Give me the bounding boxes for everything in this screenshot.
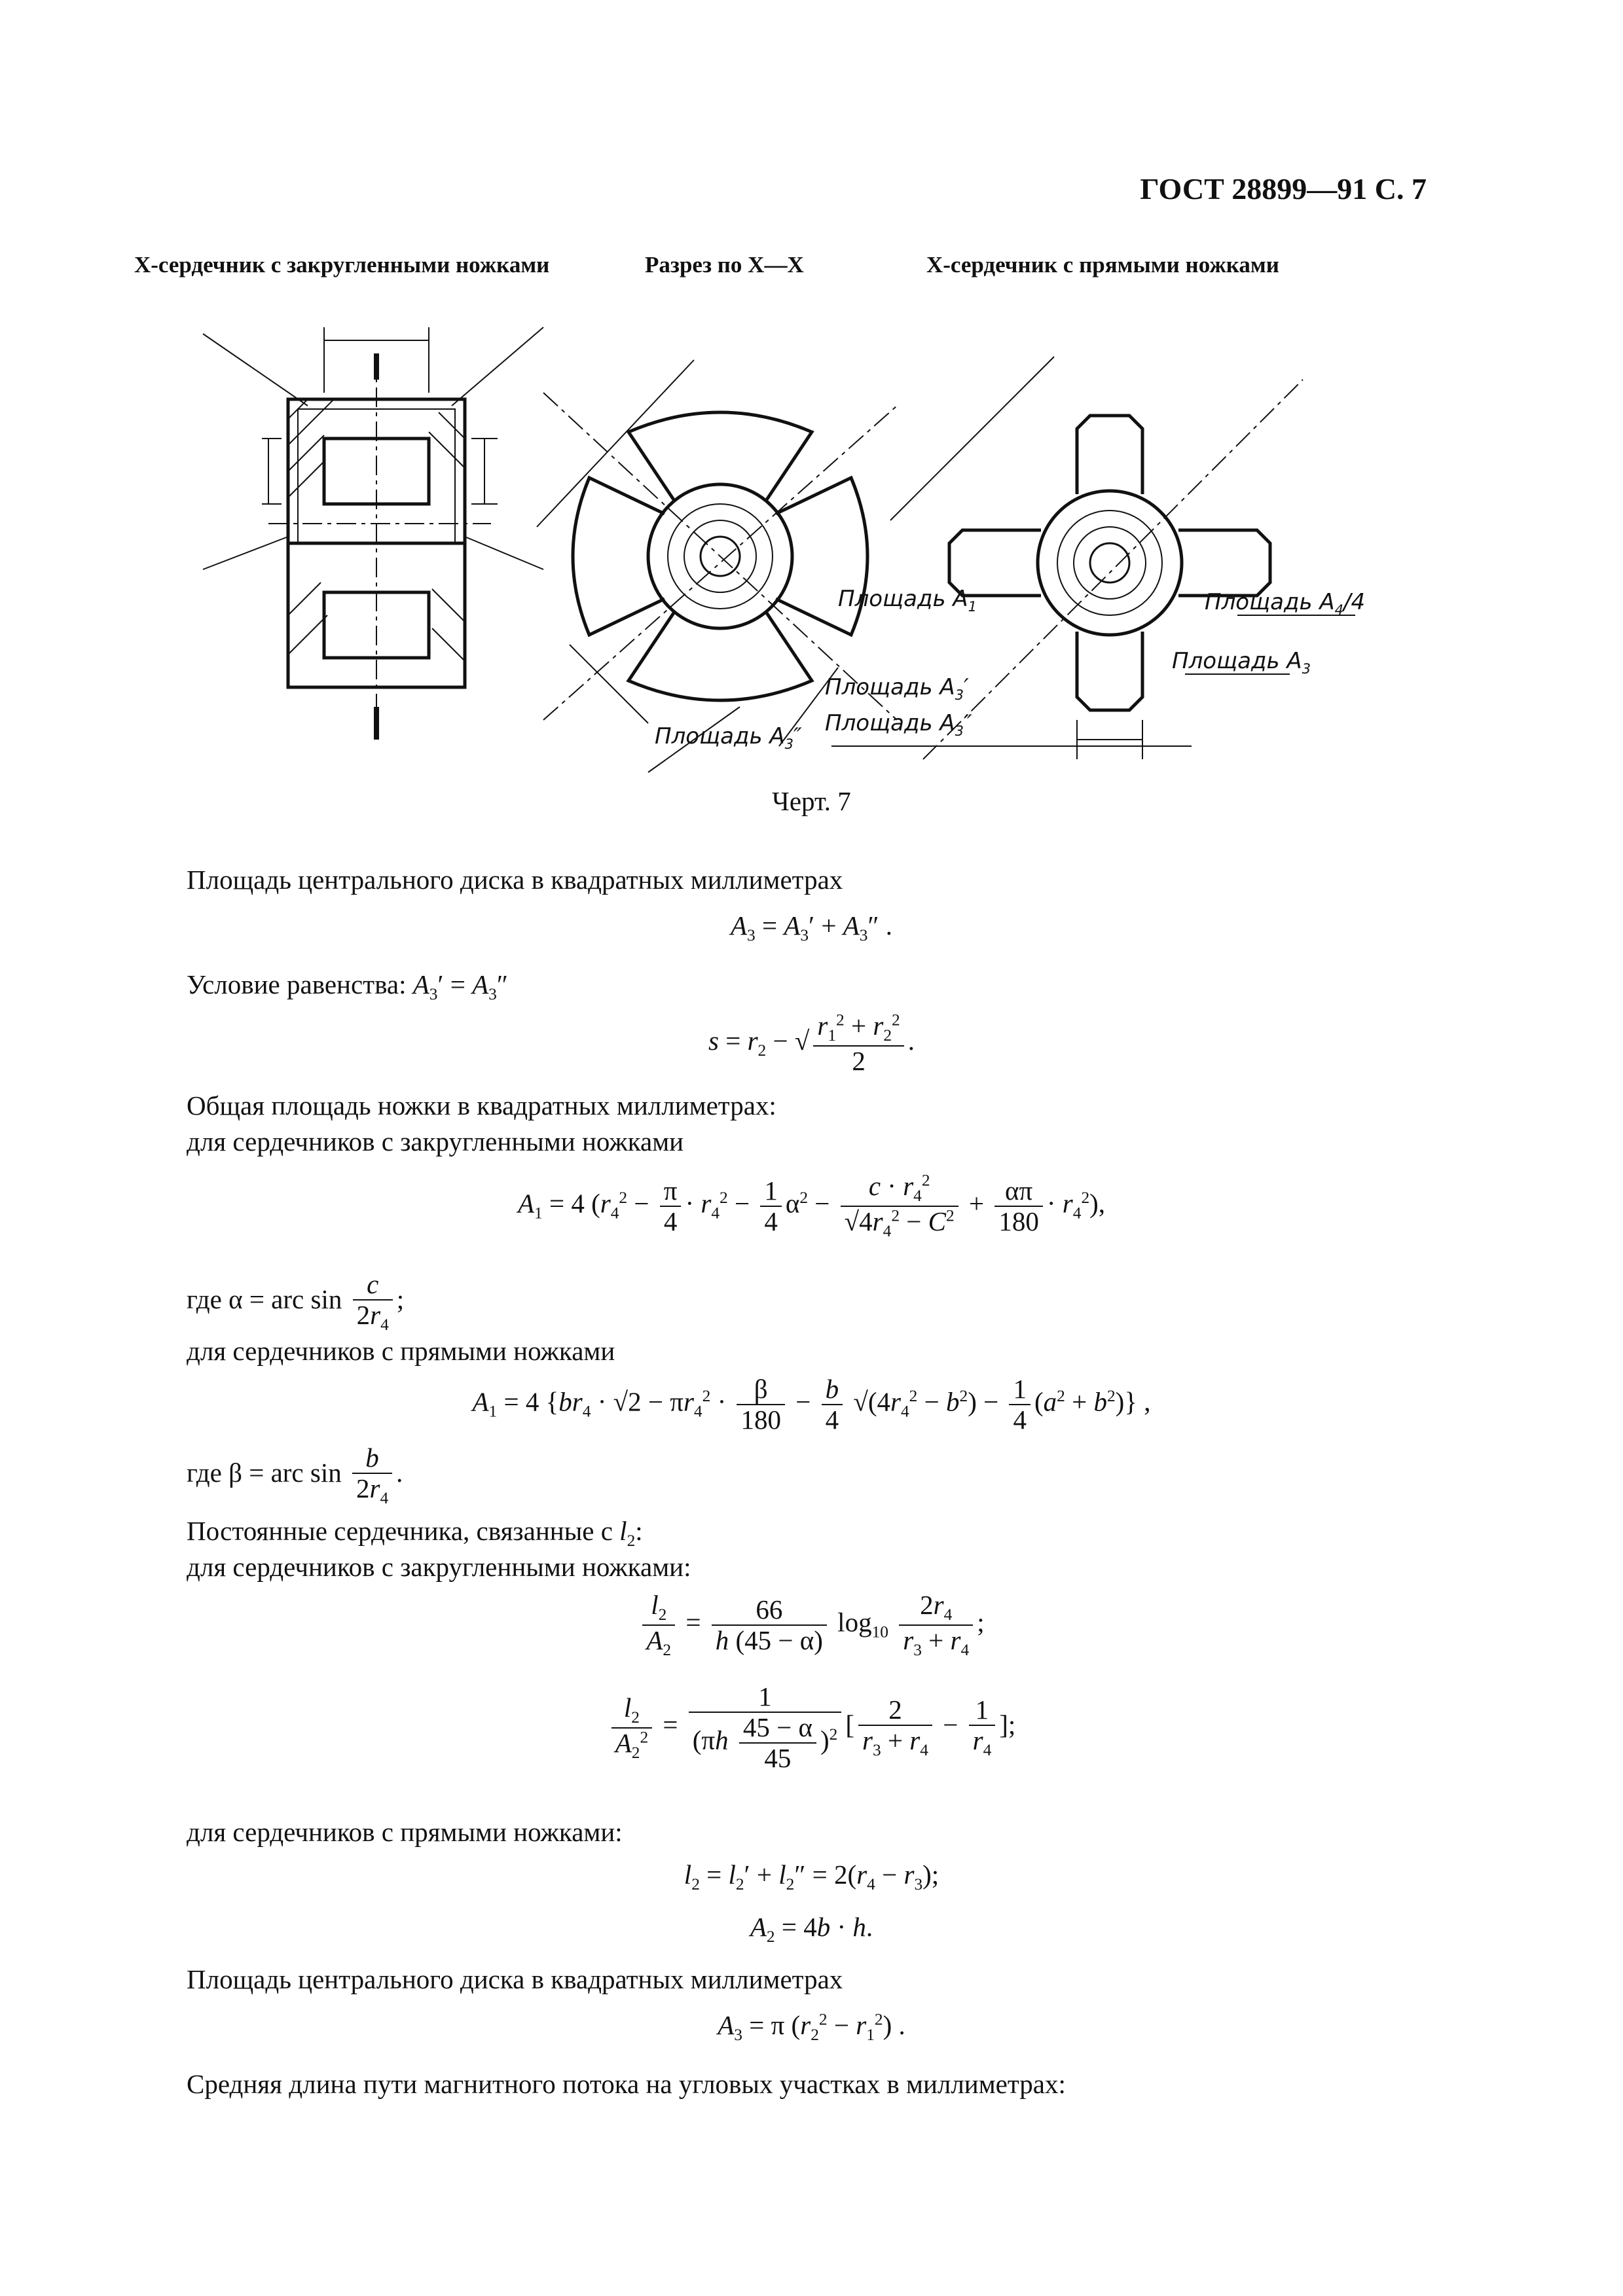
caption-rounded: X-сердечник с закругленными ножками	[134, 252, 550, 278]
formula-a3-sum: $A_3 = A_3' + A_3''$ .	[730, 910, 893, 945]
label-area-a3: Площадь $A_3$	[1172, 648, 1311, 677]
caption-straight: X-сердечник с прямыми ножками	[926, 252, 1279, 278]
para-alpha: где α = arc sin $\frac{c}{2r_4}$ ;	[187, 1269, 405, 1335]
figure-title: Черт. 7	[772, 786, 851, 816]
para-straight-legs: для сердечников с прямыми ножками	[187, 1336, 615, 1366]
formula-l2-straight: $l_2 = l_2' + l_2'' = 2(r_4 - r_3)$;	[684, 1859, 939, 1894]
core-side-view	[203, 327, 543, 740]
label-area-a1: Площадь $A_1$	[838, 586, 977, 615]
label-area-a3-dprime: Площадь $A_3''$	[825, 710, 972, 739]
label-area-a3-left: Площадь $A_3''$	[655, 723, 802, 752]
label-area-a4: Площадь $A_4/4$	[1205, 589, 1366, 618]
para-rounded-legs-2: для сердечников с закругленными ножками:	[187, 1552, 691, 1582]
para-rounded-legs: для сердечников с закругленными ножками	[187, 1126, 684, 1157]
para-straight-legs-2: для сердечников с прямыми ножками:	[187, 1817, 623, 1847]
para-beta: где β = arc sin $\frac{b}{2r_4}$ .	[187, 1443, 403, 1508]
label-area-a3-prime: Площадь $A_3'$	[825, 674, 969, 703]
formula-l2-a2: $\frac{l_2}{A_2}$ = $\frac{66}{h (45 - \alpha)}$ $\log_{10}$ $\frac{2r_4}{r_3 + r_4}$ ;	[0, 1590, 1623, 1660]
formula-a3-pi: $A_3 = \pi$ $(r_2^2 - r_1^2)$ .	[718, 2010, 905, 2045]
para-condition: Условие равенства: $A_3' = A_3''$	[187, 969, 508, 1004]
formula-a2: $A_2 = 4b \cdot h$.	[750, 1912, 873, 1946]
page-header: ГОСТ 28899—91 С. 7	[1140, 172, 1427, 206]
para-central-disk: Площадь центрального диска в квадратных миллиметрах	[187, 865, 843, 895]
caption-section: Разрез по X—X	[645, 252, 804, 278]
formula-a1-straight: $A_1 = 4$ {$br_4 \cdot √2 - \pi r_4^2$ · $\frac{\beta}{180}$ − $\frac{b}{4}$ $√(4r_4^2 - b^2)$ − $\frac{1}{4}$ $(a^2 + b^2)$} ,	[472, 1374, 1151, 1435]
technical-drawing	[177, 288, 1388, 785]
para-central-disk-2: Площадь центрального диска в квадратных миллиметрах	[187, 1964, 843, 1994]
formula-l2-a2sq: $\frac{l_2}{A_2^2}$ = 1 (πh $\frac{45 - \alpha}{45}$ )$^2$ [ $\frac{2}{r_3 + r_4}$ − $\frac{1}{r_4}$ ];	[0, 1682, 1623, 1773]
para-path-length: Средняя длина пути магнитного потока на угловых участках в миллиметрах:	[187, 2069, 1066, 2099]
para-leg-area: Общая площадь ножки в квадратных миллиметрах:	[187, 1090, 776, 1121]
formula-s: $s = r_2$ − √ $\frac{r_1^2 + r_2^2}{2}$ .	[708, 1011, 915, 1077]
para-constants: Постоянные сердечника, связанные с $l_2$:	[187, 1516, 643, 1551]
formula-a1-rounded: $A_1 = 4$ ($r_4^2$ − $\frac{\pi}{4}$ · $r_4^2$ − $\frac{1}{4}$ $\alpha^2$ − $\frac{c \cdot r_4^2}{√4r_4^2 - C^2}$ + $\frac{\alpha\pi}{180}$ · $r_4^2$),	[517, 1171, 1106, 1241]
